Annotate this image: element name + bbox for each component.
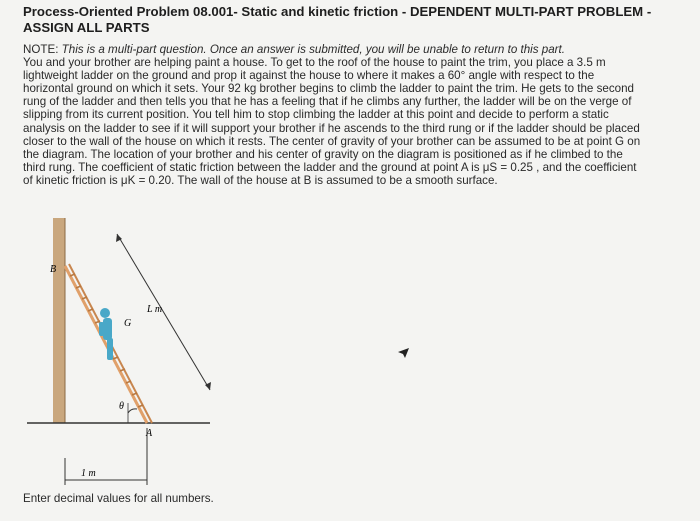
statement-line: analysis on the ladder to see if it will support your brother if he ascends to the third rung or if the ladder should be placed [23,121,640,135]
footer-instruction: Enter decimal values for all numbers. [23,492,214,505]
title-line-1: Process-Oriented Problem 08.001- Static and kinetic friction - DEPENDENT MULTI-PART PROBLEM - [23,4,652,19]
statement-line: third rung. The coefficient of static friction between the ladder and the ground at point A is μS = 0.25 , and the coefficient [23,160,637,174]
mouse-cursor-icon [398,347,410,359]
angle-arc [128,409,137,413]
label-base-length: 1 m [81,468,96,479]
statement-line: horizontal ground on which it sets. Your 92 kg brother begins to climb the ladder to paint the trim. He gets to the second [23,82,634,96]
label-b: B [50,264,57,275]
label-length: L m [147,304,163,315]
length-dimension-line [117,234,210,390]
statement-line: the diagram. The location of your brother and his center of gravity on the diagram is positioned as if he climbed to the [23,147,623,161]
label-g: G [124,318,132,329]
title-line-2: ASSIGN ALL PARTS [23,20,150,35]
ladder-rail [65,266,147,423]
label-a: A [146,428,153,439]
statement-line: lightweight ladder on the ground and prop it against the house to where it makes a 60° angle with respect to the [23,69,595,83]
climber-figure [99,308,113,360]
statement-line: You and your brother are helping paint a house. To get to the roof of the house to paint the trim, you place a 3.5 m [23,56,606,70]
note [23,43,683,56]
ladder-diagram-svg [25,210,265,510]
statement-line: slipping from its current position. You tell him to stop climbing the ladder at this point and decide to perform a static [23,108,609,122]
statement-line: rung of the ladder and then tells you that he has a feeling that if he climbs any further, the ladder will be on the verge of [23,95,632,109]
problem-statement [23,43,683,187]
house-wall [53,218,65,423]
label-theta: θ [119,401,124,412]
statement-line: closer to the wall of the house on which it rests. The center of gravity of your brother can be assumed to be at point G on [23,134,641,148]
note-text: This is a multi-part question. Once an answer is submitted, you will be unable to return to this part. [61,43,565,56]
ladder-diagram [25,210,265,510]
note-label: NOTE: [23,43,59,56]
statement-line: of kinetic friction is μK = 0.20. The wall of the house at B is assumed to be a smooth surface. [23,173,498,187]
problem-title [23,4,683,36]
